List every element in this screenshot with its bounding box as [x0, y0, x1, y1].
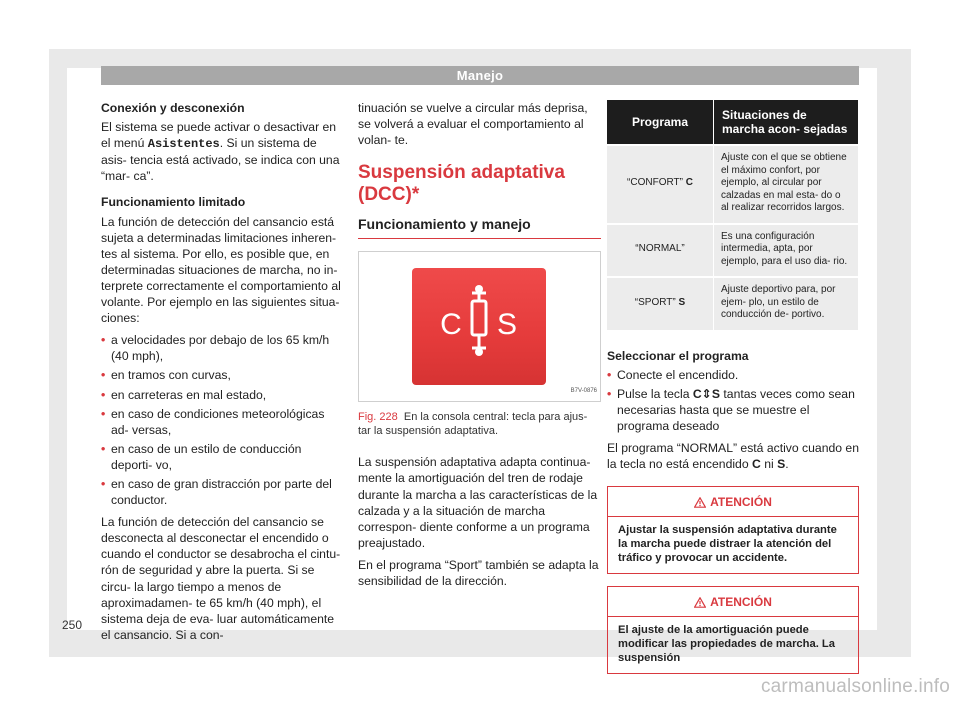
warning-text: El ajuste de la amortiguación puede modificar las propiedades de marcha. La suspensión [618, 624, 835, 665]
warning-box [607, 486, 859, 574]
table-row [607, 145, 859, 224]
paragraph-conexion: El sistema se puede activar o desactivar en el menú Asistentes. Si un sistema de asis- tencia está activado, se indica con una “mar- ca”. [101, 120, 340, 184]
warning-header: ATENCIÓN [608, 487, 858, 517]
program-table [607, 100, 859, 330]
section-title: Suspensión adaptativa (DCC)* [358, 162, 565, 206]
table-row [607, 277, 859, 330]
column-left [101, 100, 345, 649]
heading-seleccionar: Seleccionar el programa [607, 348, 749, 363]
program-description: Ajuste con el que se obtiene el máximo confort, por ejemplo, al circular por calzadas en mal esta- do o al realizar recorridos largos. [714, 145, 859, 224]
list-item: • en caso de gran distracción por parte del conductor. [101, 476, 345, 508]
list-item: • en carreteras en mal estado, [101, 387, 345, 403]
warning-triangle-icon [694, 597, 706, 608]
warning-box [607, 586, 859, 674]
column-middle [358, 100, 601, 595]
suspension-icon [412, 268, 546, 385]
list-item: • en tramos con curvas, [101, 367, 345, 383]
list-item: • Pulse la tecla C⇕S tantas veces como sean necesarias hasta que se muestre el programa deseado [607, 386, 859, 434]
page-number: 250 [62, 618, 83, 632]
label-s: S [496, 308, 518, 342]
column-right [607, 100, 859, 674]
list-item: • Conecte el encendido. [607, 367, 859, 383]
table-header: Situaciones de marcha acon- sejadas [714, 100, 859, 145]
heading-conexion: Conexión y desconexión [101, 101, 245, 115]
limitations-list [101, 332, 345, 508]
figure-dcc-button [358, 251, 601, 402]
paragraph-sport: En el programa “Sport” también se adapta la sensibilidad de la dirección. [358, 557, 599, 589]
warning-triangle-icon [694, 497, 706, 508]
table-header: Programa [607, 100, 714, 145]
paragraph-dcc-intro: La suspensión adaptativa adapta continua- mente la amortiguación del tren de rodaje durante la marcha a las características de la calzada y a la situación de marcha correspon- diente conforme a un programa preajustado. [358, 455, 598, 550]
program-name: “SPORT” S [607, 277, 714, 330]
program-name: “CONFORT” C [607, 145, 714, 224]
warning-text: Ajustar la suspensión adaptativa durante la marcha puede distraer la atención del tráfico y provocar un accidente. [618, 524, 837, 565]
list-item: • en caso de un estilo de conducción deporti- vo, [101, 441, 345, 473]
paragraph-desconexion: La función de detección del cansancio se desconecta al desconectar el encendido o cuando el conductor se desabrocha el cintu- rón de seguridad y abre la puerta. Si se circu- la largo tiempo a menos de aproximadamen- te 65 km/h (40 mph), el sistema deja de eva- luar automáticamente el cansancio. Si a con- [101, 515, 341, 642]
warning-header: ATENCIÓN [608, 587, 858, 617]
chapter-header: Manejo [101, 66, 859, 85]
list-item: • a velocidades por debajo de los 65 km/h (40 mph), [101, 332, 345, 364]
dcc-key-icon: C⇕S [692, 386, 721, 401]
table-row [607, 224, 859, 278]
program-description: Es una configuración intermedia, apta, por ejemplo, para el uso dia- rio. [714, 224, 859, 278]
heading-funcionamiento-limitado: Funcionamiento limitado [101, 195, 246, 210]
dcc-button-image [412, 268, 546, 385]
steps-list [607, 367, 859, 434]
list-item: • en caso de condiciones meteorológicas ad- versas, [101, 406, 345, 438]
program-description: Ajuste deportivo para, por ejem- plo, un estilo de conducción de- portivo. [714, 277, 859, 330]
subsection-title: Funcionamiento y manejo [358, 216, 601, 239]
paragraph-limitaciones: La función de detección del cansancio está sujeta a determinadas limitaciones inheren- tes al sistema. Por ello, es posible que, en determinadas situaciones de marcha, no in- terprete correctamente el comportamiento al volante. Por ejemplo en las siguientes situa- ciones: [101, 214, 341, 326]
watermark: carmanualsonline.info [760, 676, 950, 697]
paragraph-continuation: tinuación se vuelve a circular más deprisa, se volverá a evaluar el comportamiento al volan- te. [358, 101, 588, 148]
program-name: “NORMAL” [607, 224, 714, 278]
menu-name-asistentes: Asistentes [147, 137, 220, 152]
label-c: C [440, 308, 462, 342]
paragraph-normal: El programa “NORMAL” está activo cuando en la tecla no está encendido C ni S. [607, 440, 859, 472]
figure-caption: Fig. 228 En la consola central: tecla para ajus- tar la suspensión adaptativa. [358, 411, 588, 438]
figure-code: B7V-0876 [570, 388, 597, 395]
